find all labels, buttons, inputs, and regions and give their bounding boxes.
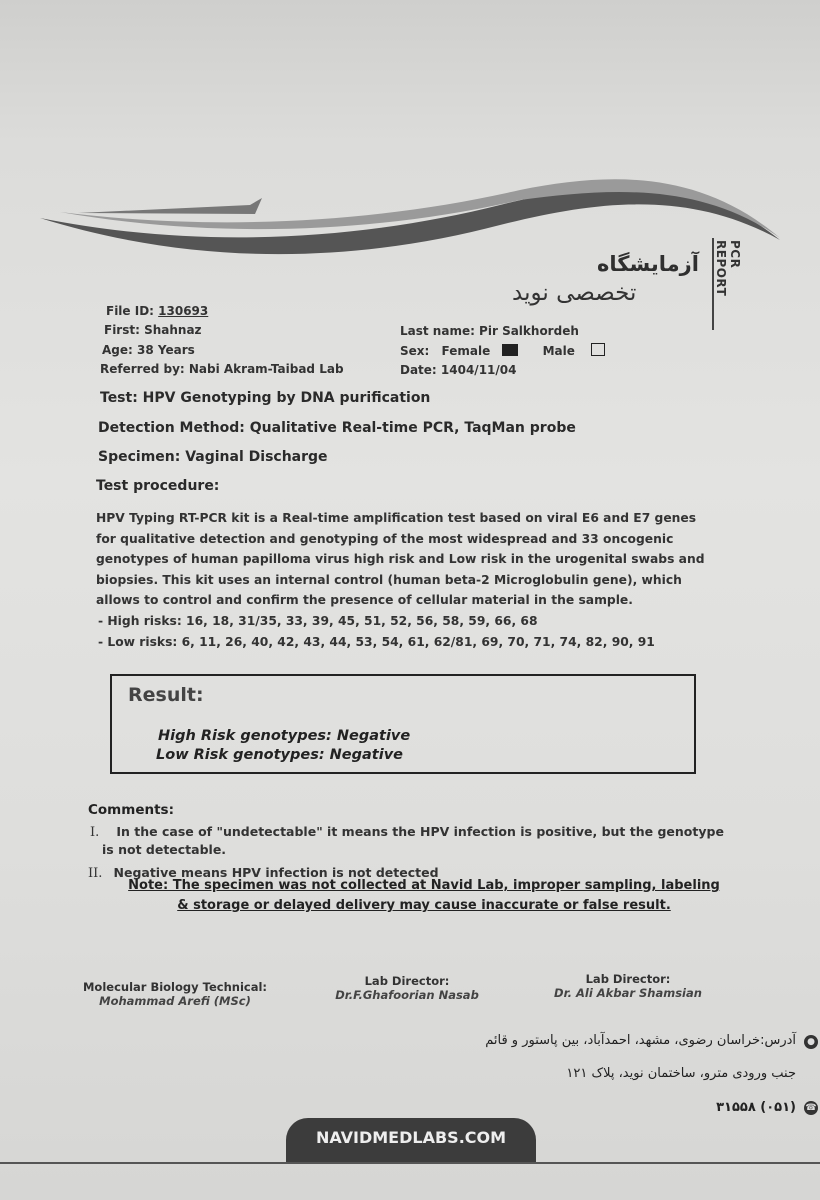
lab-name-persian-line1: آزمایشگاه bbox=[597, 252, 699, 276]
signature-title: Molecular Biology Technical: bbox=[82, 980, 268, 994]
referred-by: Referred by: Nabi Akram-Taibad Lab bbox=[100, 362, 344, 376]
test-name: Test: HPV Genotyping by DNA purification bbox=[100, 390, 431, 406]
signature-name: Mohammad Arefi (MSc) bbox=[99, 994, 251, 1008]
signature-name: Dr. Ali Akbar Shamsian bbox=[554, 986, 702, 1000]
comment-item-1 bbox=[90, 821, 724, 840]
pcr-report-label: PCR REPORT bbox=[714, 240, 742, 297]
file-id-value: 130693 bbox=[158, 304, 209, 318]
female-checkbox-checked bbox=[502, 344, 518, 356]
phone-number: (۰۵۱) ۳۱۵۵۸ bbox=[716, 1100, 796, 1115]
comment-number-1: I. bbox=[90, 825, 100, 840]
signature-name: Dr.F.Ghafoorian Nasab bbox=[335, 988, 479, 1002]
patient-last-name: Last name: Pir Salkhordeh bbox=[400, 324, 579, 338]
website-link[interactable]: NAVIDMEDLABS.COM bbox=[286, 1118, 536, 1162]
pcr-report-tag bbox=[712, 238, 754, 330]
low-risk-result: Low Risk genotypes: Negative bbox=[156, 747, 403, 763]
file-id bbox=[106, 304, 208, 318]
comments-title: Comments: bbox=[88, 802, 174, 818]
signature-block-director-2 bbox=[548, 972, 708, 1000]
comment-text-1: In the case of "undetectable" it means the HPV infection is positive, but the genotype bbox=[116, 824, 724, 839]
report-date: Date: 1404/11/04 bbox=[400, 363, 517, 377]
low-risk-list: - Low risks: 6, 11, 26, 40, 42, 43, 44, 53, 54, 61, 62/81, 69, 70, 71, 74, 82, 90, 91 bbox=[98, 635, 655, 649]
sex-male-label: Male bbox=[542, 344, 575, 358]
lab-name-persian-line2: تخصصی نوید bbox=[512, 280, 637, 306]
phone-icon: ☎ bbox=[805, 1103, 817, 1113]
footer-divider bbox=[0, 1162, 820, 1164]
patient-sex bbox=[400, 343, 605, 358]
high-risk-result: High Risk genotypes: Negative bbox=[158, 728, 411, 744]
signature-title: Lab Director: bbox=[364, 974, 450, 988]
signature-title: Lab Director: bbox=[585, 972, 671, 986]
procedure-title: Test procedure: bbox=[96, 478, 220, 494]
detection-method: Detection Method: Qualitative Real-time PCR, TaqMan probe bbox=[98, 420, 576, 436]
specimen: Specimen: Vaginal Discharge bbox=[98, 449, 328, 465]
signature-block-technical bbox=[80, 980, 270, 1008]
result-title: Result: bbox=[128, 684, 204, 706]
address-line-2: جنب ورودی مترو، ساختمان نوید، پلاک ۱۲۱ bbox=[566, 1066, 796, 1081]
comment-number-2: II. bbox=[88, 866, 103, 881]
header-swoosh-graphic bbox=[0, 0, 820, 270]
procedure-text: HPV Typing RT-PCR kit is a Real-time amplification test based on viral E6 and E7 genes for qualitative detection and genotyping of the most widespread and 33 oncogenic genotypes of human papilloma virus high risk and Low risk in the urogenital swabs and biopsies. This kit uses an internal control (human beta-2 Microglobulin gene), which allows to control and confirm the presence of cellular material in the sample. bbox=[96, 511, 705, 607]
location-icon: ● bbox=[804, 1035, 818, 1049]
comment-text-1-cont: is not detectable. bbox=[102, 842, 227, 857]
result-box bbox=[110, 674, 696, 774]
address-line-1: آدرس:خراسان رضوی، مشهد، احمدآباد، بین پاستور و قائم bbox=[485, 1033, 796, 1048]
patient-age: Age: 38 Years bbox=[102, 343, 195, 357]
signature-block-director-1 bbox=[322, 974, 492, 1002]
patient-first-name: First: Shahnaz bbox=[104, 323, 202, 337]
male-checkbox-empty bbox=[591, 343, 605, 356]
disclaimer-note: Note: The specimen was not collected at Navid Lab, improper sampling, labeling & storage or delayed delivery may cause inaccurate or false result. bbox=[128, 878, 720, 913]
file-id-label: File ID: bbox=[106, 304, 154, 318]
sex-female-label: Female bbox=[441, 344, 491, 358]
high-risk-list: - High risks: 16, 18, 31/35, 33, 39, 45, 51, 52, 56, 58, 59, 66, 68 bbox=[98, 614, 538, 628]
comment-text-2: Negative means HPV infection is not detected bbox=[113, 865, 439, 880]
sex-label: Sex: bbox=[400, 344, 430, 358]
